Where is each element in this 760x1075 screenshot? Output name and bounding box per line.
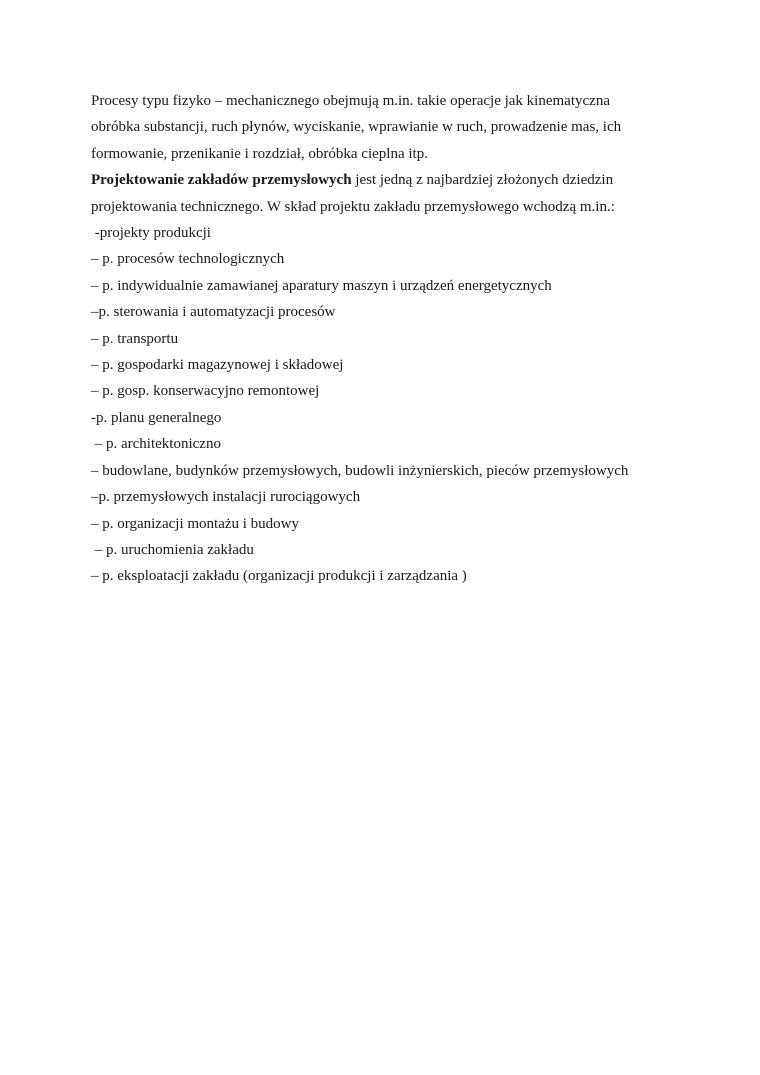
list-item: – p. procesów technologicznych: [91, 251, 285, 268]
paragraph-1-line-1: Procesy typu fizyko – mechanicznego obejmują m.in. takie operacje jak kinematyczna: [91, 93, 610, 109]
list-item: – p. gosp. konserwacyjno remontowej: [91, 383, 320, 400]
list-item: – p. architektoniczno: [91, 436, 221, 453]
list-item: – p. organizacji montażu i budowy: [91, 515, 300, 532]
list-item: – p. indywidualnie zamawianej aparatury maszyn i urządzeń energetycznych: [91, 277, 552, 294]
list-item: –p. przemysłowych instalacji rurociągowych: [91, 489, 361, 506]
list-item: – p. gospodarki magazynowej i składowej: [91, 357, 344, 374]
paragraph-2-line-1-rest: jest jedną z najbardziej złożonych dziedzin: [351, 172, 614, 189]
document-body: [91, 88, 691, 590]
paragraph-2-bold-lead: Projektowanie zakładów przemysłowych: [91, 172, 352, 189]
list-item: – p. transportu: [91, 330, 179, 347]
list-item: – budowlane, budynków przemysłowych, budowli inżynierskich, pieców przemysłowych: [91, 462, 629, 479]
list-item: -p. planu generalnego: [91, 409, 222, 426]
paragraph-2-line-1: [91, 167, 691, 193]
list-item: -projekty produkcji: [91, 225, 211, 242]
paragraph-1-line-2: obróbka substancji, ruch płynów, wyciskanie, wprawianie w ruch, prowadzenie mas, ich: [91, 119, 622, 136]
list-item: – p. uruchomienia zakładu: [91, 541, 254, 558]
list-item: –p. sterowania i automatyzacji procesów: [91, 304, 336, 321]
paragraph-2-line-2: projektowania technicznego. W skład projektu zakładu przemysłowego wchodzą m.in.:: [91, 198, 615, 215]
paragraph-1-line-3: formowanie, przenikanie i rozdział, obróbka cieplna itp.: [91, 145, 428, 162]
list-item: – p. eksploatacji zakładu (organizacji produkcji i zarządzania ): [91, 568, 467, 585]
